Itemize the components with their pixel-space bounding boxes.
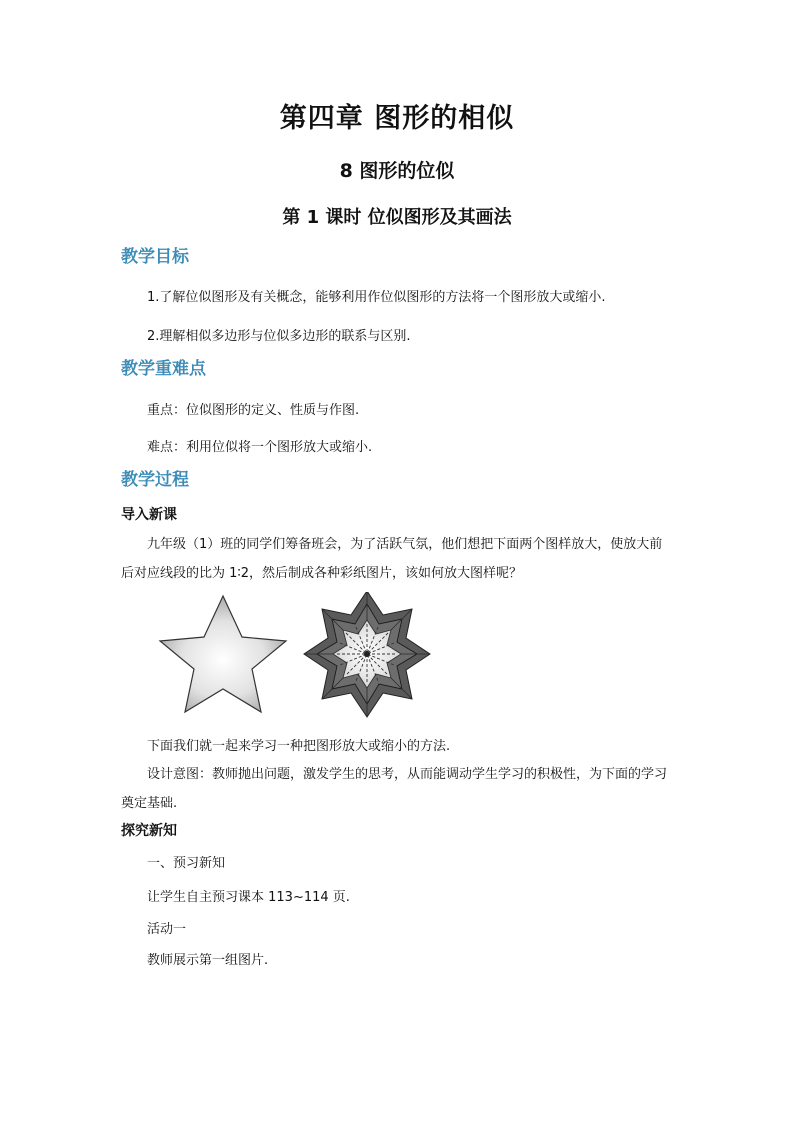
teacher-show-text: 教师展示第一组图片. [147, 953, 269, 968]
explore-heading: 探究新知 [121, 823, 177, 839]
preview-text: 让学生自主预习课本 113~114 页. [147, 890, 350, 905]
objective-item-2: 2.理解相似多边形与位似多边形的联系与区别. [147, 329, 411, 344]
five-pointed-star-icon [160, 596, 286, 712]
chapter-title: 第四章 图形的相似 [279, 103, 515, 134]
octagram-flower-icon [304, 592, 430, 717]
section-title: 8 图形的位似 [339, 160, 455, 182]
after-figure-text: 下面我们就一起来学习一种把图形放大或缩小的方法. [147, 739, 451, 754]
objective-item-1: 1.了解位似图形及有关概念，能够利用作位似图形的方法将一个图形放大或缩小. [147, 290, 606, 305]
figures-group [150, 592, 450, 728]
activity-label: 活动一 [147, 922, 187, 937]
important-point: 重点：位似图形的定义、性质与作图. [147, 403, 360, 418]
key-points-heading: 教学重难点 [121, 359, 206, 379]
intro-heading: 导入新课 [121, 507, 177, 523]
design-intent-paragraph: 设计意图：教师抛出问题，激发学生的思考，从而能调动学生学习的积极性，为下面的学习奠定基础. [121, 767, 668, 811]
figures-svg [150, 592, 450, 728]
preview-title: 一、预习新知 [147, 856, 226, 871]
lesson-title: 第 1 课时 位似图形及其画法 [282, 207, 512, 228]
intro-paragraph: 九年级（1）班的同学们筹备班会，为了活跃气氛，他们想把下面两个图样放大，使放大前后对应线段的比为 1∶2，然后制成各种彩纸图片，该如何放大图样呢？ [121, 537, 663, 581]
objectives-heading: 教学目标 [121, 247, 189, 267]
process-heading: 教学过程 [121, 470, 189, 490]
difficult-point: 难点：利用位似将一个图形放大或缩小. [147, 440, 373, 455]
